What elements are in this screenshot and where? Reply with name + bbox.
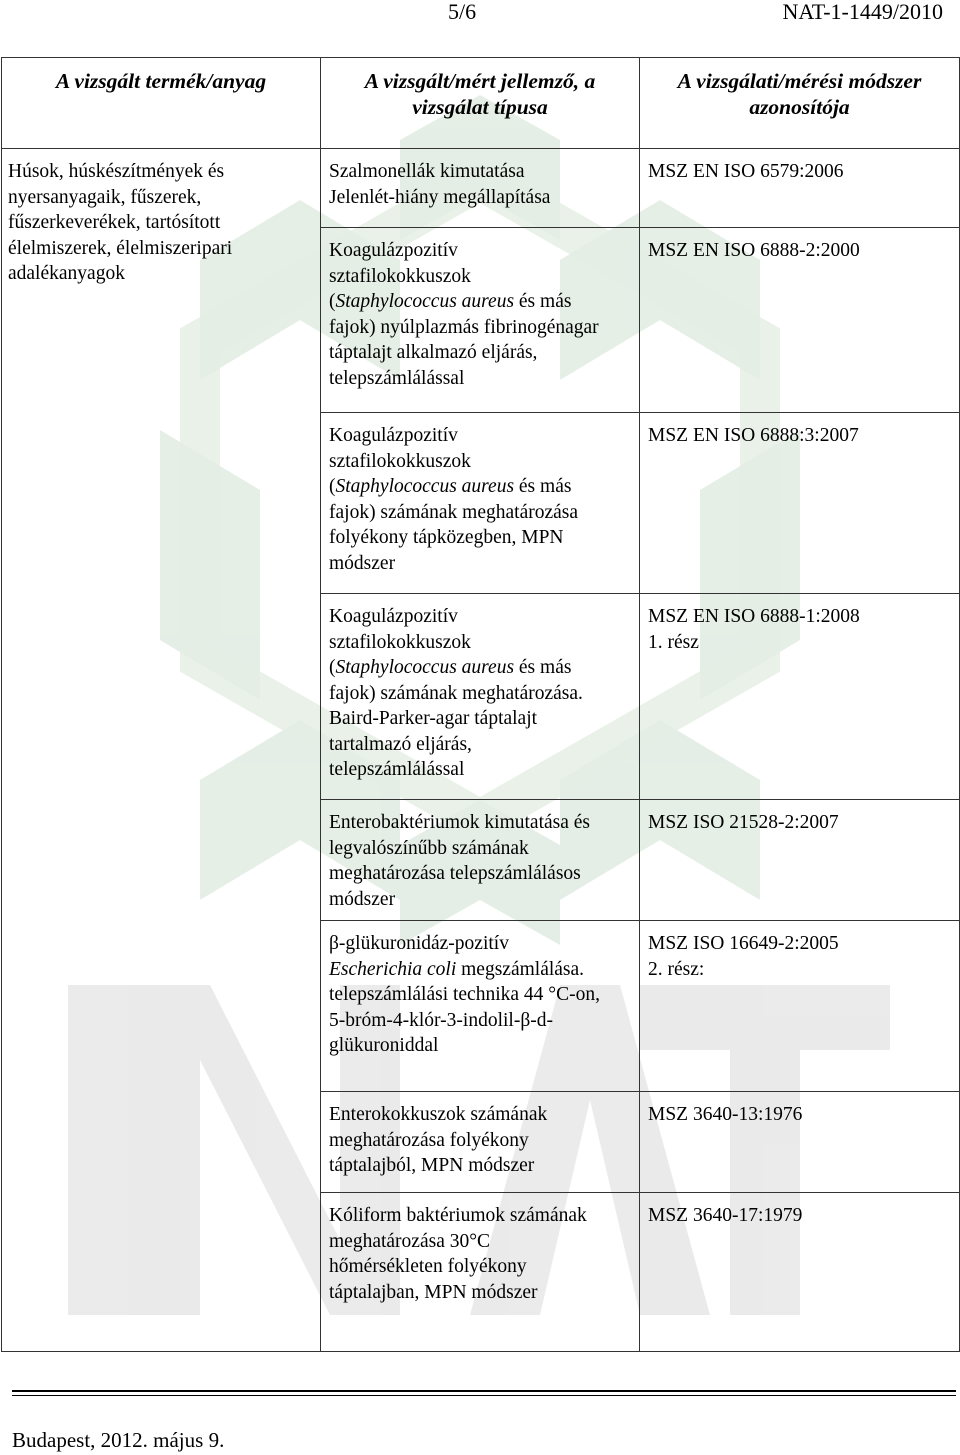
text-segment: Koagulázpozitív [329,240,458,261]
text-line [329,1008,631,1034]
text-line [329,757,631,783]
text-line [329,836,631,862]
text-line [329,315,631,341]
text-segment: telepszámlálási technika 44 °C-on, [329,984,600,1005]
text-segment: MSZ 3640-17:1979 [648,1205,803,1226]
text-line [329,1153,631,1179]
text-segment: Szalmonellák kimutatása [329,161,525,182]
italic-species-name: Staphylococcus aureus [335,657,515,678]
text-segment: telepszámlálással [329,759,465,780]
accreditation-table [1,57,960,1352]
footer-rule-thick [12,1390,956,1392]
method-entry [640,149,959,228]
page-number: 5/6 [448,0,477,24]
text-line [648,604,951,630]
text-line [329,681,631,707]
text-line [329,861,631,887]
text-segment: 5-bróm-4-klór-3-indolil-β-d- [329,1009,553,1031]
text-segment: ( [329,476,336,497]
text-line [329,366,631,392]
text-segment: táptalajt alkalmazó eljárás, [329,342,538,363]
text-line [329,449,631,475]
method-entry [640,1193,959,1351]
text-line [648,238,951,264]
text-segment: sztafilokokkuszok [329,450,471,472]
text-segment: Kóliform baktériumok számának [329,1205,587,1226]
text-line [329,1254,631,1280]
method-entry [640,413,959,594]
text-segment: fajok) számának meghatározása. [329,682,583,704]
text-segment: MSZ EN ISO 6888-2:2000 [648,240,860,261]
text-segment: 2. rész: [648,958,705,980]
text-segment: Koagulázpozitív [329,606,458,627]
text-line [329,1229,631,1255]
text-segment: módszer [329,888,396,910]
text-segment: MSZ EN ISO 6579:2006 [648,161,844,182]
text-line [648,1203,951,1229]
text-line [329,931,631,957]
characteristic-entry [321,921,639,1092]
text-segment: Enterobaktériumok kimutatása és [329,812,591,833]
text-segment: sztafilokokkuszok [329,265,471,287]
text-line [329,264,631,290]
text-line [648,423,951,449]
text-line [329,1203,631,1229]
text-line [329,185,631,211]
methods-list [640,149,959,1351]
text-line [648,1102,951,1128]
text-line [329,159,631,185]
footer-place-date: Budapest, 2012. május 9. [12,1428,225,1452]
text-segment: tartalmazó eljárás, [329,733,472,755]
text-line [329,474,631,500]
characteristic-entry [321,413,639,594]
method-entry [640,921,959,1092]
text-line [329,340,631,366]
italic-species-name: Escherichia coli [329,958,457,980]
text-line [329,957,631,983]
text-line [329,1128,631,1154]
text-line [648,159,951,185]
method-entry [640,228,959,413]
text-line [329,630,631,656]
text-line [329,1280,631,1306]
text-segment: β-glükuronidáz-pozitív [329,933,509,954]
text-line [329,525,631,551]
characteristic-entry [321,149,639,228]
product-cell [2,149,321,1352]
text-segment: Baird-Parker-agar táptalajt [329,708,538,729]
characteristic-entry [321,594,639,800]
text-line [329,887,631,913]
text-segment: táptalajban, MPN módszer [329,1281,538,1303]
text-segment: sztafilokokkuszok [329,631,471,653]
text-segment: ( [329,657,336,678]
text-segment: és más [514,657,572,678]
column-header-method [640,58,960,149]
text-line [648,931,951,957]
methods-cell [640,149,960,1352]
text-segment: MSZ EN ISO 6888-1:2008 [648,606,860,627]
text-segment: telepszámlálással [329,367,465,389]
text-line [329,238,631,264]
text-segment: 1. rész [648,631,699,653]
text-segment: glükuroniddal [329,1035,439,1056]
text-line [329,810,631,836]
text-line [329,604,631,630]
text-segment: megszámlálása. [456,958,585,980]
page-header [0,0,960,26]
text-segment: legvalószínűbb számának [329,837,529,859]
characteristic-entry [321,1193,639,1351]
characteristics-cell [321,149,640,1352]
text-segment: módszer [329,552,396,574]
text-line [329,732,631,758]
column-header-product: A vizsgált termék/anyag [2,58,321,149]
text-line [329,423,631,449]
document-id: NAT-1-1449/2010 [782,0,943,24]
method-entry [640,800,959,921]
text-line [648,630,951,656]
text-segment: meghatározása telepszámlálásos [329,863,581,884]
text-line [329,1033,631,1059]
column-header-characteristic [321,58,640,149]
text-segment: hőmérsékleten folyékony [329,1256,527,1277]
text-segment: folyékony tápközegben, MPN [329,527,564,548]
text-segment: MSZ EN ISO 6888:3:2007 [648,425,859,446]
text-segment: Koagulázpozitív [329,425,458,446]
text-line [648,810,951,836]
footer-rule-thin [12,1395,956,1396]
column-header-method-text: A vizsgálati/mérési módszer azonosítója [677,69,922,119]
text-segment: Jelenlét-hiány megállapítása [329,186,551,208]
table-header-row [2,58,960,149]
table-row [2,149,960,1352]
text-segment: és más [514,291,572,312]
product-text: Húsok, húskészítmények és nyersanyagaik, fűszerek, fűszerkeverékek, tartósított élelmiszerek, élelmiszeripari adalékanyagok [8,161,233,284]
text-line [329,289,631,315]
text-segment: ( [329,291,336,312]
text-segment: MSZ ISO 21528-2:2007 [648,812,839,833]
method-entry [640,594,959,800]
text-line [329,655,631,681]
column-header-characteristic-text: A vizsgált/mért jellemző, a vizsgálat típusa [364,69,596,119]
text-segment: meghatározása 30°C [329,1230,491,1252]
italic-species-name: Staphylococcus aureus [335,291,515,312]
text-segment: MSZ ISO 16649-2:2005 [648,933,839,954]
characteristic-entry [321,800,639,921]
text-line [329,1102,631,1128]
text-segment: és más [514,476,572,497]
characteristic-entry [321,1092,639,1193]
text-line [648,957,951,983]
characteristic-entry [321,228,639,413]
text-segment: meghatározása folyékony [329,1129,529,1151]
text-segment: Enterokokkuszok számának [329,1104,548,1125]
italic-species-name: Staphylococcus aureus [335,476,515,497]
text-line [329,500,631,526]
text-segment: fajok) számának meghatározása [329,501,579,523]
text-segment: táptalajból, MPN módszer [329,1155,535,1176]
text-line [329,982,631,1008]
text-segment: MSZ 3640-13:1976 [648,1104,803,1125]
method-entry [640,1092,959,1193]
text-segment: fajok) nyúlplazmás fibrinogénagar [329,316,599,338]
characteristics-list [321,149,639,1351]
text-line [329,706,631,732]
text-line [329,551,631,577]
